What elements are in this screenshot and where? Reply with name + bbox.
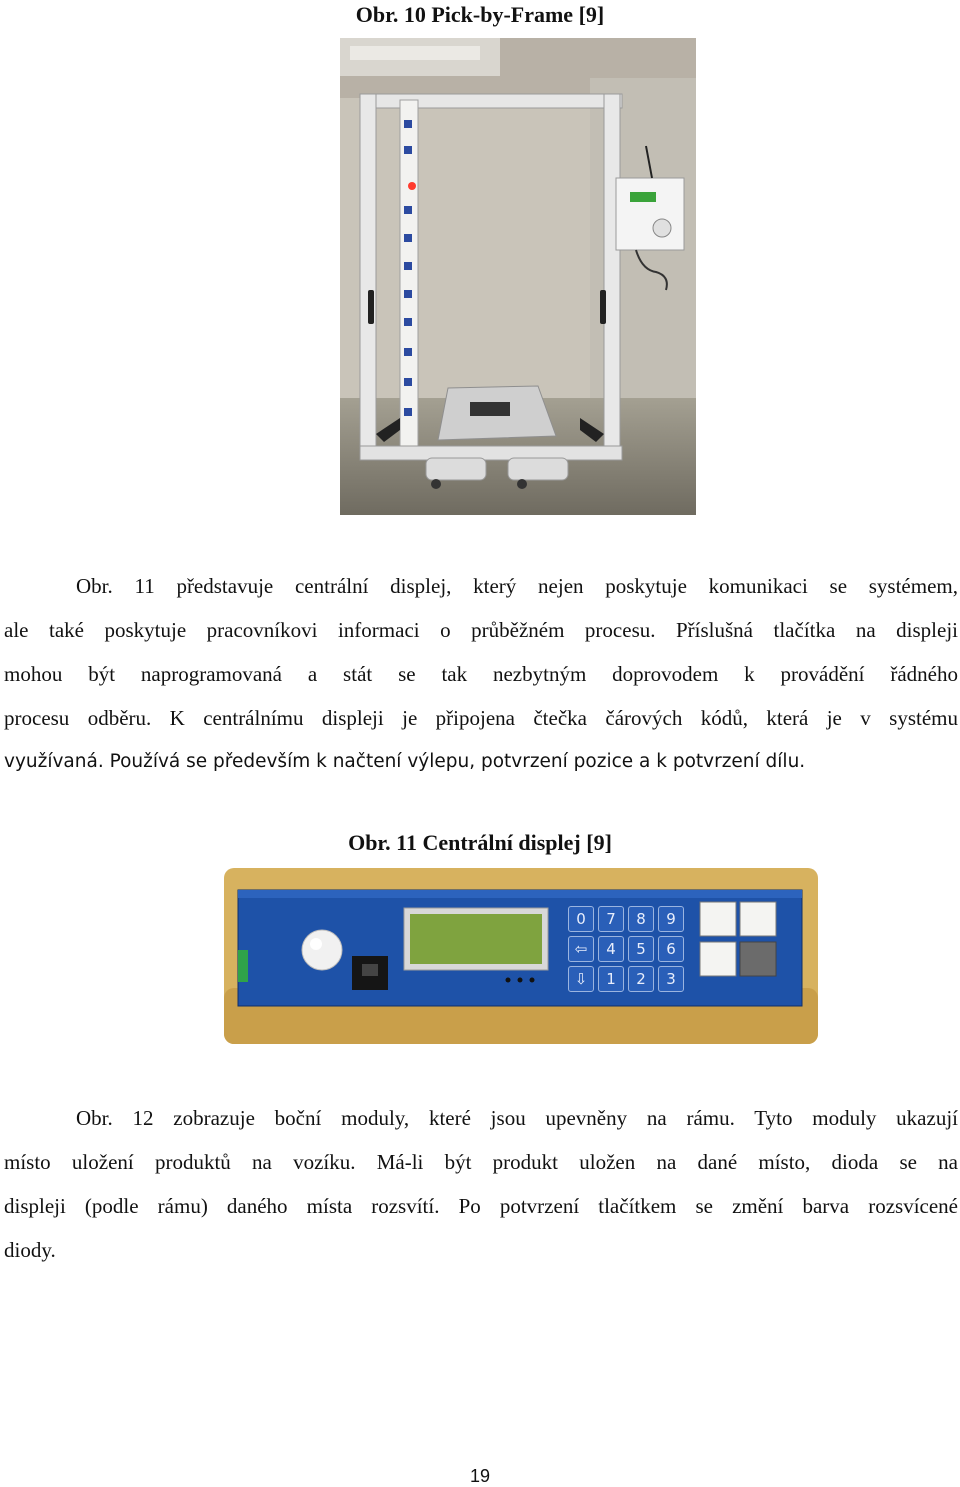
keypad-key: 1: [598, 966, 624, 992]
paragraph-line: diody.: [4, 1238, 56, 1262]
paragraph-line: mohou být naprogramovaná a stát se tak nezbytným doprovodem k provádění řádného: [4, 662, 958, 686]
keypad: [568, 906, 688, 992]
paragraph-figure-12-intro: [4, 1096, 958, 1272]
paragraph-line: Obr. 11 představuje centrální displej, který nejen poskytuje komunikaci se systémem,: [76, 574, 958, 598]
keypad-key: 2: [628, 966, 654, 992]
keypad-key: 3: [658, 966, 684, 992]
keypad-key: 8: [628, 906, 654, 932]
page-number: 19: [469, 1466, 491, 1486]
paragraph-line: ale také poskytuje pracovníkovi informaci o průběžném procesu. Příslušná tlačítka na displeji: [4, 618, 958, 642]
central-display-photo: [224, 868, 818, 1044]
central-display-illustration: [224, 868, 818, 1044]
keypad-key: 9: [658, 906, 684, 932]
paragraph-line: procesu odběru. K centrálnímu displeji je připojena čtečka čárových kódů, která je v systému: [4, 706, 958, 730]
paragraph-line: displeji (podle rámu) daného místa rozsvítí. Po potvrzení tlačítkem se změní barva rozsvícené: [4, 1194, 958, 1218]
keypad-key: ⇦: [568, 936, 594, 962]
keypad-key: ⇩: [568, 966, 594, 992]
keypad-key: 6: [658, 936, 684, 962]
paragraph-line: využívaná. Používá se především k načtení výlepu, potvrzení pozice a k potvrzení dílu.: [4, 751, 806, 772]
figure-10-caption: Obr. 10 Pick-by-Frame [9]: [355, 2, 605, 27]
pick-by-frame-illustration: [340, 38, 696, 515]
keypad-key: 7: [598, 906, 624, 932]
paragraph-line: Obr. 12 zobrazuje boční moduly, které jsou upevněny na rámu. Tyto moduly ukazují: [76, 1106, 958, 1130]
figure-11-caption: Obr. 11 Centrální displej [9]: [348, 830, 612, 855]
paragraph-figure-11-intro: [4, 564, 958, 784]
paragraph-line: místo uložení produktů na vozíku. Má-li být produkt uložen na dané místo, dioda se na: [4, 1150, 958, 1174]
keypad-key: 5: [628, 936, 654, 962]
pick-by-frame-photo: [340, 38, 696, 515]
keypad-key: 4: [598, 936, 624, 962]
keypad-key: 0: [568, 906, 594, 932]
